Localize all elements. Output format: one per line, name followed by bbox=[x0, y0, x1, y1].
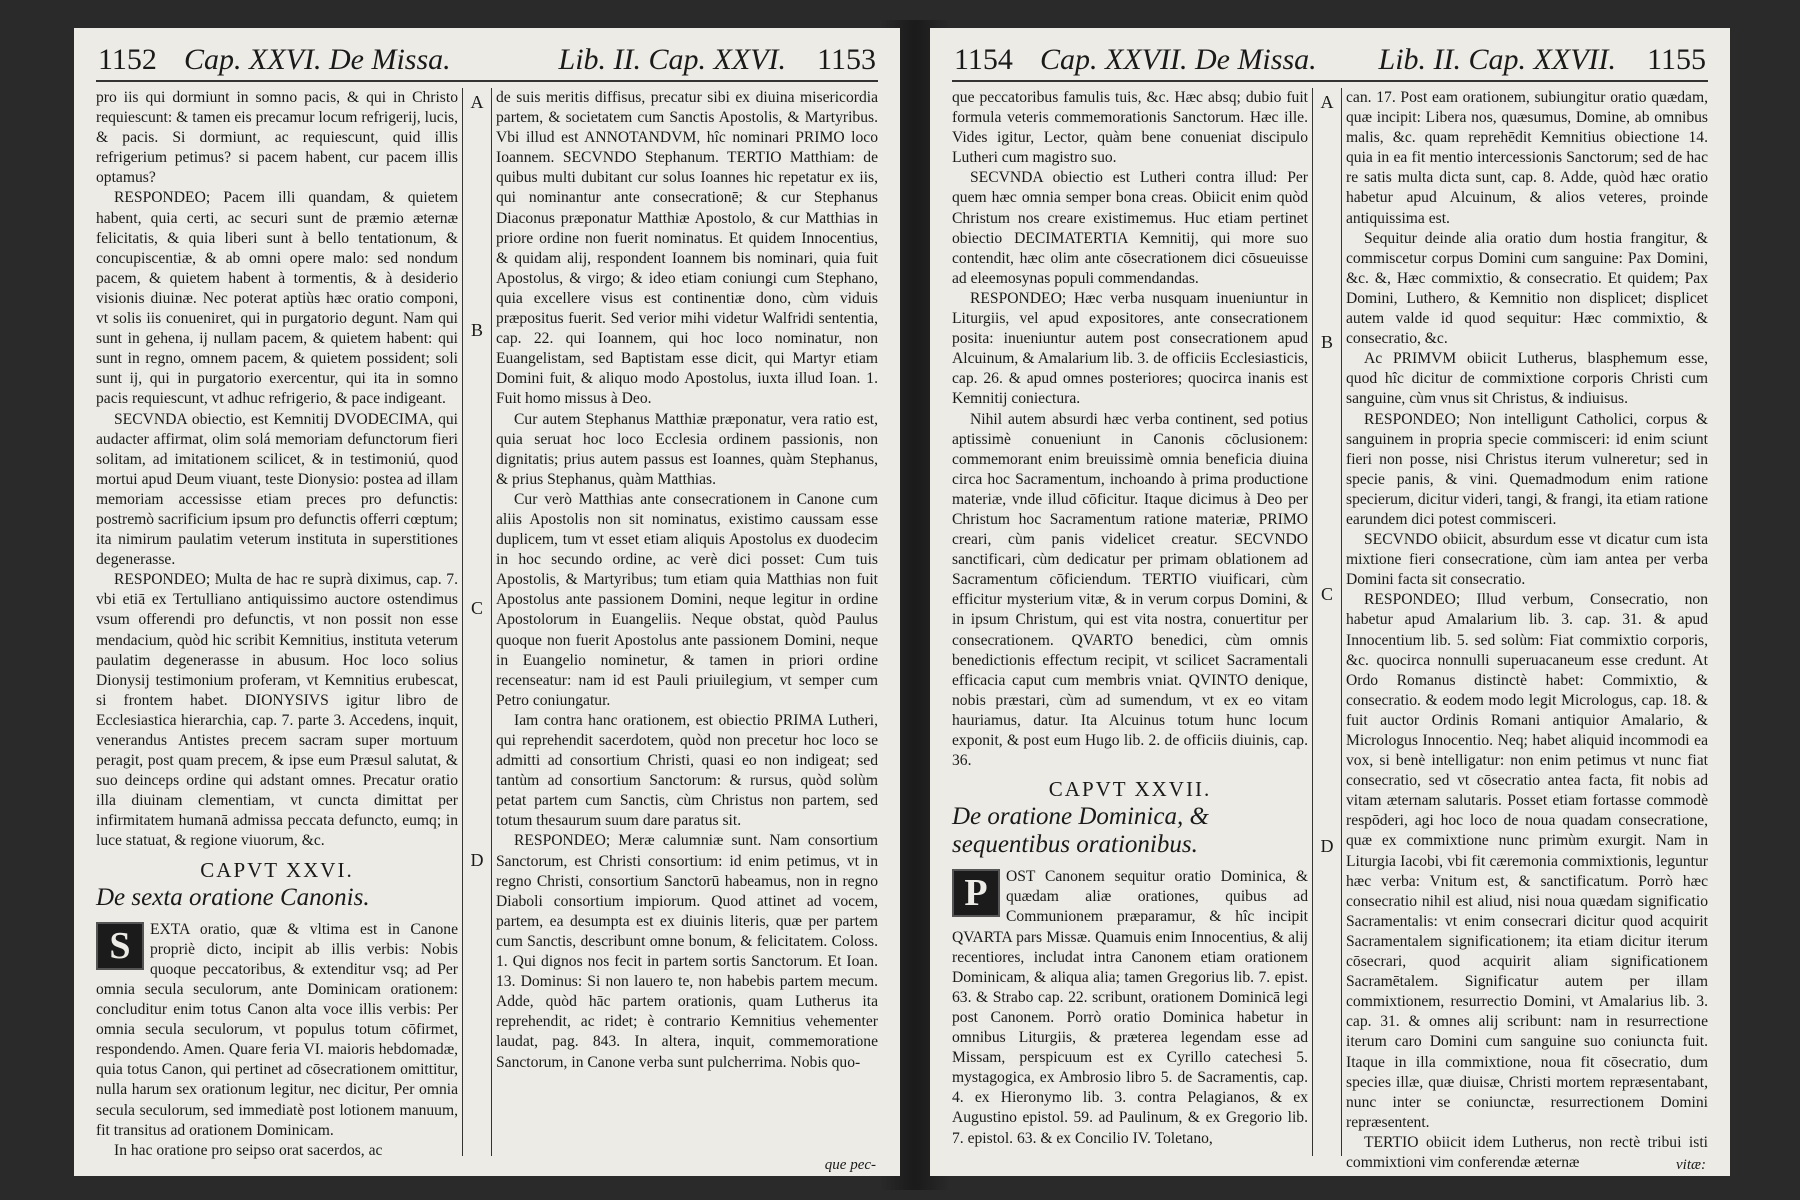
margin-letter: D bbox=[1320, 836, 1334, 856]
paragraph: pro iis qui dormiunt in somno pacis, & qui in Christo requiescunt: & tamen eis precamur locum refrigerij, lucis, & pacis. Si dormiunt, ac requiescunt, quid illis refrigerium petimus? si pacem habent, cur pacem illis optamus? bbox=[96, 89, 458, 187]
margin-letter: B bbox=[470, 320, 483, 340]
paragraph: RESPONDEO; Meræ calumniæ sunt. Nam consortium Sanctorum, est Christi consortium: id enim petimus, vt in regno Christi, consortium Sanctorū habeamus, non in regno Diaboli consortium impiorum. Quod attinet ad vocem, partem, ea desumpta est ex diuinis literis, quæ per partem cum Sanctis, describunt omne bonum, & felicitatem. Coloss. 1. Qui dignos nos fecit in partem sortis Sanctorum. Et Ioan. 13. Dominus: Si non lauero te, non habebis partem mecum. Adde, quòd hāc partem orationis, quam Lutherus ita reprehendit, ac ridet; è contrario Kemnitius vehementer laudat, pag. 843. In altera, inquit, commemoratione Sanctorum, in Canone verba sunt pulcherrima. Nobis quo- bbox=[496, 832, 878, 1071]
paragraph: RESPONDEO; Illud verbum, Consecratio, non habetur apud Amalarium lib. 3. cap. 31. & apud Innocentium lib. 5. sed solùm: Fiat commixtio corporis, &c. quocirca nonnulli superuacaneum esse credunt. At Ordo Romanus distinctè habet: Commixtio, & consecratio. & eodem modo legit Micrologus, cap. 18. & fuit auctor Ordinis Romani antiquior Amalario, & Micrologus Innocentio. Neq; habet aliquid incommodi ea vox, si benè intelligatur: non enim petimus vt nunc fiat consecratio, sed vt cōsecratio antea facta, fit nobis ad vitam æternam salutaris. Posset etiam fortasse commodè respōderi, agi hoc loco de noua quadam consecratione, quæ ex commixtione nunc primùm exurgit. Nam in Liturgia Iacobi, vbi fit cæremonia commixtionis, leguntur hæc verba: Vnitum est, & sanctificatum. Porrò hæc consecratio nihil est aliud, nisi noua quædam significatio Sacramentalis: vt enim consecrari dicitur quod acquirit Sacramentalem significationem; ita etiam dicitur iterum cōsecrari, quod acquirit aliam significationem Sacramētalem. Significatur autem per illam commixtionem, resurrectio Domini, vt Amalarius lib. 3. cap. 31. & omnes alij scribunt: nam in resurrectione iterum caro Domini cum sanguine suo coniuncta fuit. Itaque in illa commixtione, noua fit cōsecratio, dum species illæ, quæ diuisæ, Christi mortem repræsentabant, nunc inter se coniunctæ, resurrectionem Domini repræsentent. bbox=[1346, 591, 1708, 1131]
paragraph: Cur autem Stephanus Matthiæ præponatur, vera ratio est, quia seruat hoc loco Ecclesia ordinem passionis, non dignitatis; prius autem passus est Ioannes, quàm Stephanus, & prius Stephanus, quàm Matthias. bbox=[496, 410, 878, 488]
paragraph: SECVNDA obiectio, est Kemnitij DVODECIMA, qui audacter affirmat, olim solá memoriam defunctorum fieri solitam, ad imitationem scilicet, & in testimoniú, quod mortui apud Deum viuant, teste Dionysio: postea ad illam memoriam accessisse etiam preces pro defunctis: postremò sacrificium ipsum pro defunctis offerri cœptum; ita nimirum paulatim veterum instituta in superstitiones degenerasse. bbox=[96, 410, 458, 569]
chapter-subtitle: De sexta oratione Canonis. bbox=[96, 883, 370, 911]
paragraph: Ac PRIMVM obiicit Lutherus, blasphemum esse, quod hîc dicitur de commixtione corporis Christi cum sanguine, cùm vnus sit Christus, & indiuisus. bbox=[1346, 350, 1708, 408]
chapter-heading: CAPVT XXVI. bbox=[200, 857, 354, 882]
page-number: 1154 bbox=[954, 43, 1013, 76]
chapter-subtitle: De oratione Dominica, & sequentibus orationibus. bbox=[952, 803, 1209, 859]
margin-letter: A bbox=[470, 92, 484, 112]
paragraph: de suis meritis diffisus, precatur sibi ex diuina misericordia partem, & societatem cum Sanctis Apostolis, & Martyribus. Vbi illud est ANNOTANDVM, hîc nominari PRIMO loco Ioannem. SECVNDO Stephanum. TERTIO Matthiam: de quibus multi dubitant cur solus Ioannes hic repetatur ex iis, qui nominantur ante consecrationē; & cur Stephanus Diaconus præponatur Matthiæ Apostolo, & cur Matthias in priore ordine non fuerit nominatus. Et quidem Innocentius, & quidam alij, respondent Ioannem bis nominari, quia fuit Apostolus, & virgo; & ideo etiam coniungi cum Stephano, quia excellere visus est continentiæ dono, cùm viduis præpositus fuerit. Sed verior mihi videtur Walfridi sententia, cap. 22. qui Ioannem, qui hoc loco nominatur, non Euangelistam, sed Baptistam esse dicit, qui Martyr etiam Domini fuit, & aliquo modo Apostolus, iuxta illud Ioan. 1. Fuit homo missus à Deo. bbox=[496, 89, 878, 408]
paragraph: can. 17. Post eam orationem, subiungitur oratio quædam, quæ incipit: Libera nos, quæsumus, Domine, ab omnibus malis, &c. quam reprehēdit Kemnitius obiectione 14. quia in ea fit mentio intercessionis Sanctorum; sed de hac re satis multa dicta sunt, cap. 8. Adde, quòd hæc oratio habetur apud Alcuinum, & alios veteres, proinde antiquissima est. bbox=[1346, 89, 1708, 227]
catchword: vitæ: bbox=[1676, 1157, 1706, 1173]
catchword: que pec- bbox=[824, 1157, 876, 1173]
left-page bbox=[74, 28, 900, 1176]
paragraph: Sequitur deinde alia oratio dum hostia frangitur, & commiscetur corpus Domini cum sanguine: Pax Domini, &c. &, Hæc commixtio, & consecratio. Et quidem; Pax Domini, Luthero, & Kemnitio non displicet; displicet autem valde id quod sequitur: Hæc commixtio, & consecratio, &c. bbox=[1346, 229, 1708, 348]
text-column-right bbox=[496, 88, 878, 1140]
header-rule bbox=[952, 80, 1708, 82]
page-number: 1153 bbox=[817, 43, 876, 76]
running-head bbox=[98, 42, 876, 78]
running-title: Lib. II. Cap. XXVII. bbox=[1378, 43, 1616, 76]
paragraph: RESPONDEO; Multa de hac re suprà diximus, cap. 7. vbi etiā ex Tertulliano antiquissimo auctore ostendimus vsum offerendi pro defunctis, vt non possit non esse mendacium, quòd hic scribit Kemnitius, instituta veterum paulatim degenerasse in abusum. Hoc loco solius Dionysij testimonium proferam, vt Kemnitius erubescat, si frontem habet. DIONYSIVS igitur libro de Ecclesiastica hierarchia, cap. 7. parte 3. Accedens, inquit, venerandus Antistes precem sacram super mortuum peragit, post quam precem, & ipse eum Præsul salutat, & suo deinceps ordine qui adstant omnes. Precatur oratio illa diuinam clementiam, vt cuncta dimittat per infirmitatem humanā admissa peccata defuncto, eumq; in luce statuat, & regione viuorum, &c. bbox=[96, 571, 458, 850]
paragraph: SECVNDO obiicit, absurdum esse vt dicatur cum ista mixtione fieri consecratione, cùm iam antea per verba Domini facta sit consecratio. bbox=[1346, 531, 1708, 589]
paragraph: EXTA oratio, quæ & vltima est in Canone propriè dicto, incipit ab illis verbis: Nobis quoque peccatoribus, & extenditur vsq; ad Per omnia secula seculorum, ante Dominicam orationem: concluditur enim totus Canon alta voce illis verbis: Per omnia secula seculorum, vt populus totum cōfirmet, respondendo. Amen. Quare feria VI. maioris hebdomadæ, quia totus Canon, qui pertinet ad cōsecrationem omittitur, nulla harum sex orationum legitur, nec dicitur, Per omnia secula seculorum, sed immediatè post lotionem manuum, fit transitus ad orationem Dominicam. bbox=[96, 920, 458, 1139]
page-number: 1155 bbox=[1647, 43, 1706, 76]
paragraph: que peccatoribus famulis tuis, &c. Hæc absq; dubio fuit formula veteris commemorationis Sanctorum. Hæc ille. Vides igitur, Lector, quàm bene conueniat discipulo Lutheri cum magistro suo. bbox=[952, 89, 1308, 167]
decorated-initial: P bbox=[952, 869, 1000, 917]
margin-letter-column bbox=[1312, 88, 1342, 1156]
margin-letter: C bbox=[1320, 584, 1333, 604]
paragraph: Iam contra hanc orationem, est obiectio PRIMA Lutheri, qui reprehendit sacerdotem, quòd non precetur hoc loco se admitti ad consortium Christi, quasi eo non indigeat; sed tantùm ad consortium Sanctorum: & rursus, quòd solùm petat partem cum Sanctis, cùm Christus non partem, sed totum thesaurum suum dare paratus sit. bbox=[496, 711, 878, 830]
paragraph: SECVNDA obiectio est Lutheri contra illud: Per quem hæc omnia semper bona creas. Obiicit enim quòd Christum nos creare existimemus. Huc etiam pertinet obiectio DECIMATERTIA Kemnitij, qui more suo contendit, hæc olim ante cōsecrationem dici cōsueuisse ad eleemosynas populi commendandas. bbox=[952, 169, 1308, 287]
paragraph: TERTIO obiicit idem Lutherus, non rectè tribui isti commixtioni vim conferendæ æternæ bbox=[1346, 1133, 1708, 1171]
running-title: Cap. XXVII. De Missa. bbox=[1040, 43, 1317, 76]
text-column-left bbox=[96, 88, 458, 1159]
paragraph: Nihil autem absurdi hæc verba continent, sed potius aptissimè conueniunt in Canonis cōclusionem: commemorant enim breuissimè omnia beneficia diuina circa hoc Sacramentum, inchoando à prima productione materiæ, vnde illud cōficitur. Itaque dicimus à Deo per Christum hoc Sacramentum ratione materiæ, PRIMO creari, cùm panis videlicet creatur. SECVNDO sanctificari, cùm dedicatur per primam oblationem ad Sacramentum cōficiendum. TERTIO viuificari, cùm efficitur mysterium vitæ, & in verum corpus Domini, & in ipsum Christum, qui est vita nostra, conuertitur per consecrationem. QVARTO benedici, cùm omnis benedictionis effectum recipit, vt scilicet Sacramentali efficacia caput cum membris vniat. QVINTO denique, nobis præstari, cùm ad sumendum, vt ex eo vitam hauriamus, datur. Ita Alcuinus totum hunc locum exponit, & post eum Hugo lib. 2. de officiis diuinis, cap. 36. bbox=[952, 410, 1308, 770]
decorated-initial: S bbox=[96, 922, 144, 970]
paragraph: OST Canonem sequitur oratio Dominica, & quædam aliæ orationes, quibus ad Communionem præparamur, & hîc incipit QVARTA pars Missæ. Quamuis enim Innocentius, & alij recentiores, includat intra Canonem etiam orationem Dominicam, & aliqua alia; tamen Gregorius lib. 7. epist. 63. & Strabo cap. 22. scribunt, orationem Dominicā legi post Canonem. Porrò oratio Dominica habetur in omnibus Liturgiis, & præterea legendam esse ad Missam, perspicuum est ex Cyrillo catechesi 5. mystagogica, ex Ambrosio libro 5. de Sacramentis, cap. 4. ex Hieronymo lib. 3. contra Pelagianos, & ex Augustino epistol. 59. ad Paulinum, & ex Gregorio lib. 7. epistol. 63. & ex Concilio IV. Toletano, bbox=[952, 868, 1308, 1147]
page-number: 1152 bbox=[98, 43, 157, 76]
chapter-heading: CAPVT XXVII. bbox=[1048, 777, 1212, 802]
running-title: Cap. XXVI. De Missa. bbox=[184, 43, 451, 76]
margin-letter: A bbox=[1320, 92, 1334, 112]
margin-letter: C bbox=[470, 598, 483, 618]
paragraph: Cur verò Matthias ante consecrationem in Canone cum aliis Apostolis non sit nominatus, existimo caussam esse duplicem, tum vt esset etiam aliquis Apostolus ex duodecim in hoc secundo ordine, ac verè dici posset: Cum tuis Apostolis, & Martyribus; tum etiam quia Matthias non fuit Apostolus ante passionem Domini, neque legitur in ordine Apostolorum in Euangeliis. Neque obstat, quòd Paulus quoque non fuerit Apostolus ante passionem Domini, neque in Euangelio nominetur, & tamen in priori ordine recenseatur: nam id est Pauli priuilegium, vt semper cum Petro coniungatur. bbox=[496, 490, 878, 709]
paragraph: RESPONDEO; Pacem illi quandam, & quietem habent, quia certi, ac securi sunt de præmio æternæ felicitatis, & quia liberi sunt à bello tentationum, & concupiscentiæ, & ab omni opere malo: sed nondum pacem, & quietem habent à tormentis, & à desiderio visionis diuinæ. Nec poterat aptiùs hæc oratio componi, vt solis iis conueniret, qui in purgatorio degunt. Nam qui sunt in gehena, ij nullam pacem, & quietem habent: qui sunt in regno, omnem pacem, & quietem possident; soli sunt ij, qui in purgatorio exercentur, qui ita in somno pacis requiescunt, vt adhuc refrigerio, & pace indigeant. bbox=[96, 189, 458, 408]
margin-letter-column bbox=[462, 88, 492, 1156]
margin-letter: D bbox=[470, 850, 484, 870]
running-head bbox=[954, 42, 1706, 78]
header-rule bbox=[96, 80, 878, 82]
text-column-left bbox=[952, 88, 1308, 1147]
margin-letter: B bbox=[1320, 332, 1333, 352]
paragraph: In hac oratione pro seipso orat sacerdos, ac bbox=[114, 1141, 383, 1159]
paragraph: RESPONDEO; Hæc verba nusquam inueniuntur in Liturgiis, vel apud expositores, ante consecrationem posita: inueniuntur autem post consecrationem apud Alcuinum, & Amalarium lib. 3. de officiis Ecclesiasticis, cap. 26. & apud omnes posteriores; quocirca inanis est Kemnitij coniectura. bbox=[952, 289, 1308, 408]
running-title: Lib. II. Cap. XXVI. bbox=[558, 43, 786, 76]
right-page bbox=[930, 28, 1730, 1176]
paragraph: RESPONDEO; Non intelligunt Catholici, corpus & sanguinem in propria specie commisceri: id enim sciunt fieri non posse, nisi Christus iterum vulneretur; sed in specie panis, & vini. Quemadmodum enim ratione specierum, dicitur videri, tangi, & frangi, ita etiam ratione earundem dici potest commisceri. bbox=[1346, 410, 1708, 528]
